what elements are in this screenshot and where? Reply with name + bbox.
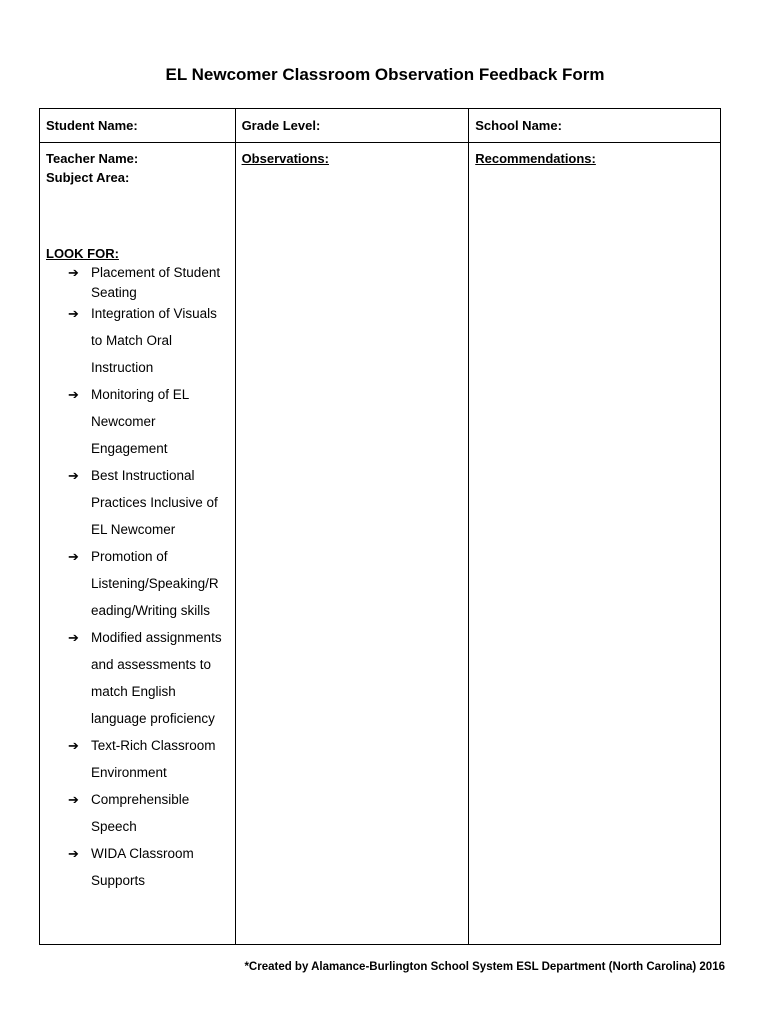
- look-for-item-line: Listening/Speaking/R: [91, 576, 219, 591]
- look-for-item: [46, 263, 235, 303]
- look-for-item-line: Modified assignments: [91, 630, 222, 645]
- look-for-item: [46, 381, 235, 462]
- arrow-icon: ➔: [68, 738, 79, 753]
- look-for-item-line: Instruction: [91, 360, 154, 375]
- student-name-label: Student Name:: [46, 118, 138, 133]
- look-for-item-line: EL Newcomer: [91, 522, 176, 537]
- recommendations-heading: Recommendations:: [475, 151, 596, 166]
- school-name-label: School Name:: [475, 118, 562, 133]
- look-for-item-line: Integration of Visuals: [91, 306, 217, 321]
- arrow-icon: ➔: [68, 468, 79, 483]
- subject-area-label: Subject Area:: [46, 170, 130, 185]
- look-for-item-line: Seating: [91, 285, 137, 300]
- arrow-icon: ➔: [68, 549, 79, 564]
- grade-level-label: Grade Level:: [241, 118, 321, 133]
- teacher-name-label: Teacher Name:: [46, 151, 139, 166]
- observations-cell[interactable]: [235, 143, 469, 945]
- look-for-item-line: Comprehensible: [91, 792, 190, 807]
- look-for-item-line: WIDA Classroom: [91, 846, 194, 861]
- arrow-icon: ➔: [68, 792, 79, 807]
- arrow-icon: ➔: [68, 846, 79, 861]
- look-for-item-line: Promotion of: [91, 549, 168, 564]
- arrow-icon: ➔: [68, 306, 79, 321]
- body-row: [40, 143, 721, 945]
- look-for-item: [46, 543, 235, 624]
- look-for-item-line: Supports: [91, 873, 146, 888]
- header-row: [40, 109, 721, 143]
- look-for-item: [46, 786, 235, 840]
- arrow-icon: ➔: [68, 387, 79, 402]
- look-for-item: [46, 624, 235, 732]
- observations-heading: Observations:: [241, 151, 329, 166]
- arrow-icon: ➔: [68, 265, 79, 280]
- school-name-cell[interactable]: [469, 109, 721, 143]
- look-for-item-line: Best Instructional: [91, 468, 195, 483]
- look-for-item-line: Monitoring of EL: [91, 387, 190, 402]
- look-for-item: [46, 300, 235, 381]
- footer-credit: *Created by Alamance-Burlington School System ESL Department (North Carolina) 2016: [244, 961, 725, 973]
- look-for-item-line: Text-Rich Classroom: [91, 738, 216, 753]
- look-for-item: [46, 462, 235, 543]
- look-for-item-line: and assessments to: [91, 657, 212, 672]
- look-for-item-line: language proficiency: [91, 711, 215, 726]
- look-for-item-line: Engagement: [91, 441, 168, 456]
- look-for-item-line: Environment: [91, 765, 167, 780]
- form-title: EL Newcomer Classroom Observation Feedback Form: [165, 65, 605, 84]
- student-name-cell[interactable]: [40, 109, 236, 143]
- look-for-item-line: match English: [91, 684, 176, 699]
- look-for-item-line: eading/Writing skills: [91, 603, 211, 618]
- look-for-item: [46, 732, 235, 786]
- recommendations-cell[interactable]: [469, 143, 721, 945]
- look-for-list: [46, 263, 235, 894]
- look-for-item: [46, 840, 235, 894]
- look-for-item-line: Speech: [91, 819, 137, 834]
- teacher-info-cell: [40, 143, 236, 945]
- look-for-heading: LOOK FOR:: [46, 246, 119, 261]
- grade-level-cell[interactable]: [235, 109, 469, 143]
- observation-form-table: [39, 108, 721, 945]
- look-for-item-line: to Match Oral: [91, 333, 173, 348]
- arrow-icon: ➔: [68, 630, 79, 645]
- look-for-item-line: Placement of Student: [91, 265, 221, 280]
- look-for-item-line: Practices Inclusive of: [91, 495, 218, 510]
- look-for-item-line: Newcomer: [91, 414, 156, 429]
